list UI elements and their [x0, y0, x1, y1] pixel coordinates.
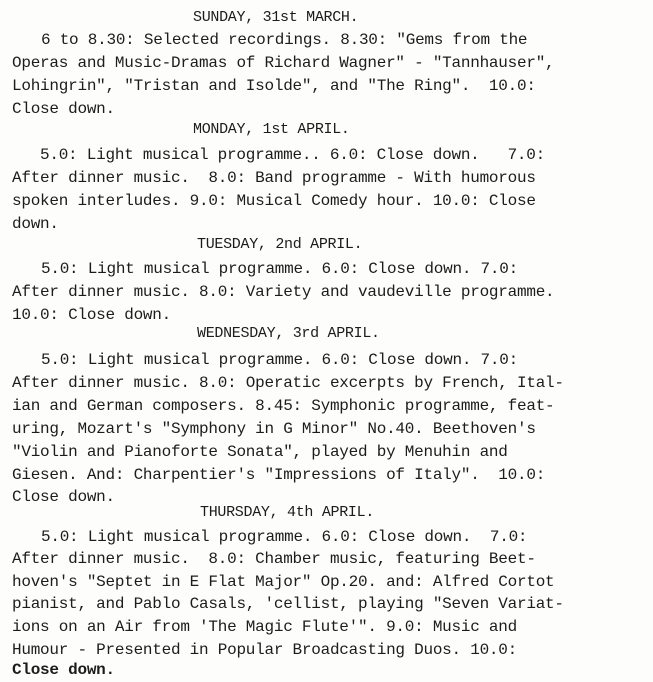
sunday-heading: SUNDAY, 31st MARCH.: [193, 9, 359, 26]
wednesday-line-1: 5.0: Light musical programme. 6.0: Close down. 7.0:: [41, 351, 518, 369]
thursday-line-3: hoven's "Septet in E Flat Major" Op.20. and: Alfred Cortot: [12, 573, 555, 591]
wednesday-line-7: Close down.: [12, 488, 115, 506]
sunday-line-3: Lohingrin", "Tristan and Isolde", and "The Ring". 10.0:: [12, 77, 536, 95]
tuesday-line-2: After dinner music. 8.0: Variety and vaudeville programme.: [12, 283, 555, 301]
sunday-line-1: 6 to 8.30: Selected recordings. 8.30: "Gems from the: [41, 31, 528, 49]
wednesday-line-5: "Violin and Pianoforte Sonata", played by Menuhin and: [12, 443, 508, 461]
thursday-line-7: Close down.: [12, 661, 115, 679]
thursday-heading: THURSDAY, 4th APRIL.: [200, 504, 375, 521]
monday-line-3: spoken interludes. 9.0: Musical Comedy hour. 10.0: Close: [12, 192, 536, 210]
sunday-line-4: Close down.: [12, 100, 115, 118]
thursday-line-2: After dinner music. 8.0: Chamber music, featuring Beet-: [12, 550, 536, 568]
thursday-line-4: pianist, and Pablo Casals, 'cellist, playing "Seven Variat-: [12, 595, 564, 613]
tuesday-line-1: 5.0: Light musical programme. 6.0: Close down. 7.0:: [41, 260, 518, 278]
wednesday-line-6: Giesen. And: Charpentier's "Impressions of Italy". 10.0:: [12, 466, 546, 484]
tuesday-heading: TUESDAY, 2nd APRIL.: [197, 236, 363, 253]
wednesday-line-3: ian and German composers. 8.45: Symphonic programme, feat-: [12, 397, 555, 415]
thursday-line-1: 5.0: Light musical programme. 6.0: Close down. 7.0:: [41, 528, 528, 546]
thursday-line-5: ions on an Air from 'The Magic Flute'". 9.0: Music and: [12, 618, 517, 636]
monday-heading: MONDAY, 1st APRIL.: [193, 121, 350, 138]
tuesday-line-3: 10.0: Close down.: [12, 306, 171, 324]
monday-line-4: down.: [12, 215, 59, 233]
wednesday-line-2: After dinner music. 8.0: Operatic excerpts by French, Ital-: [12, 374, 564, 392]
wednesday-heading: WEDNESDAY, 3rd APRIL.: [197, 325, 380, 342]
sunday-line-2: Operas and Music-Dramas of Richard Wagner" - "Tannhauser",: [12, 54, 555, 72]
monday-line-1: 5.0: Light musical programme.. 6.0: Close down. 7.0:: [40, 146, 545, 164]
monday-line-2: After dinner music. 8.0: Band programme - With humorous: [12, 169, 536, 187]
wednesday-line-4: uring, Mozart's "Symphony in G Minor" No.40. Beethoven's: [12, 420, 536, 438]
thursday-line-6: Humour - Presented in Popular Broadcasting Duos. 10.0:: [12, 641, 517, 659]
